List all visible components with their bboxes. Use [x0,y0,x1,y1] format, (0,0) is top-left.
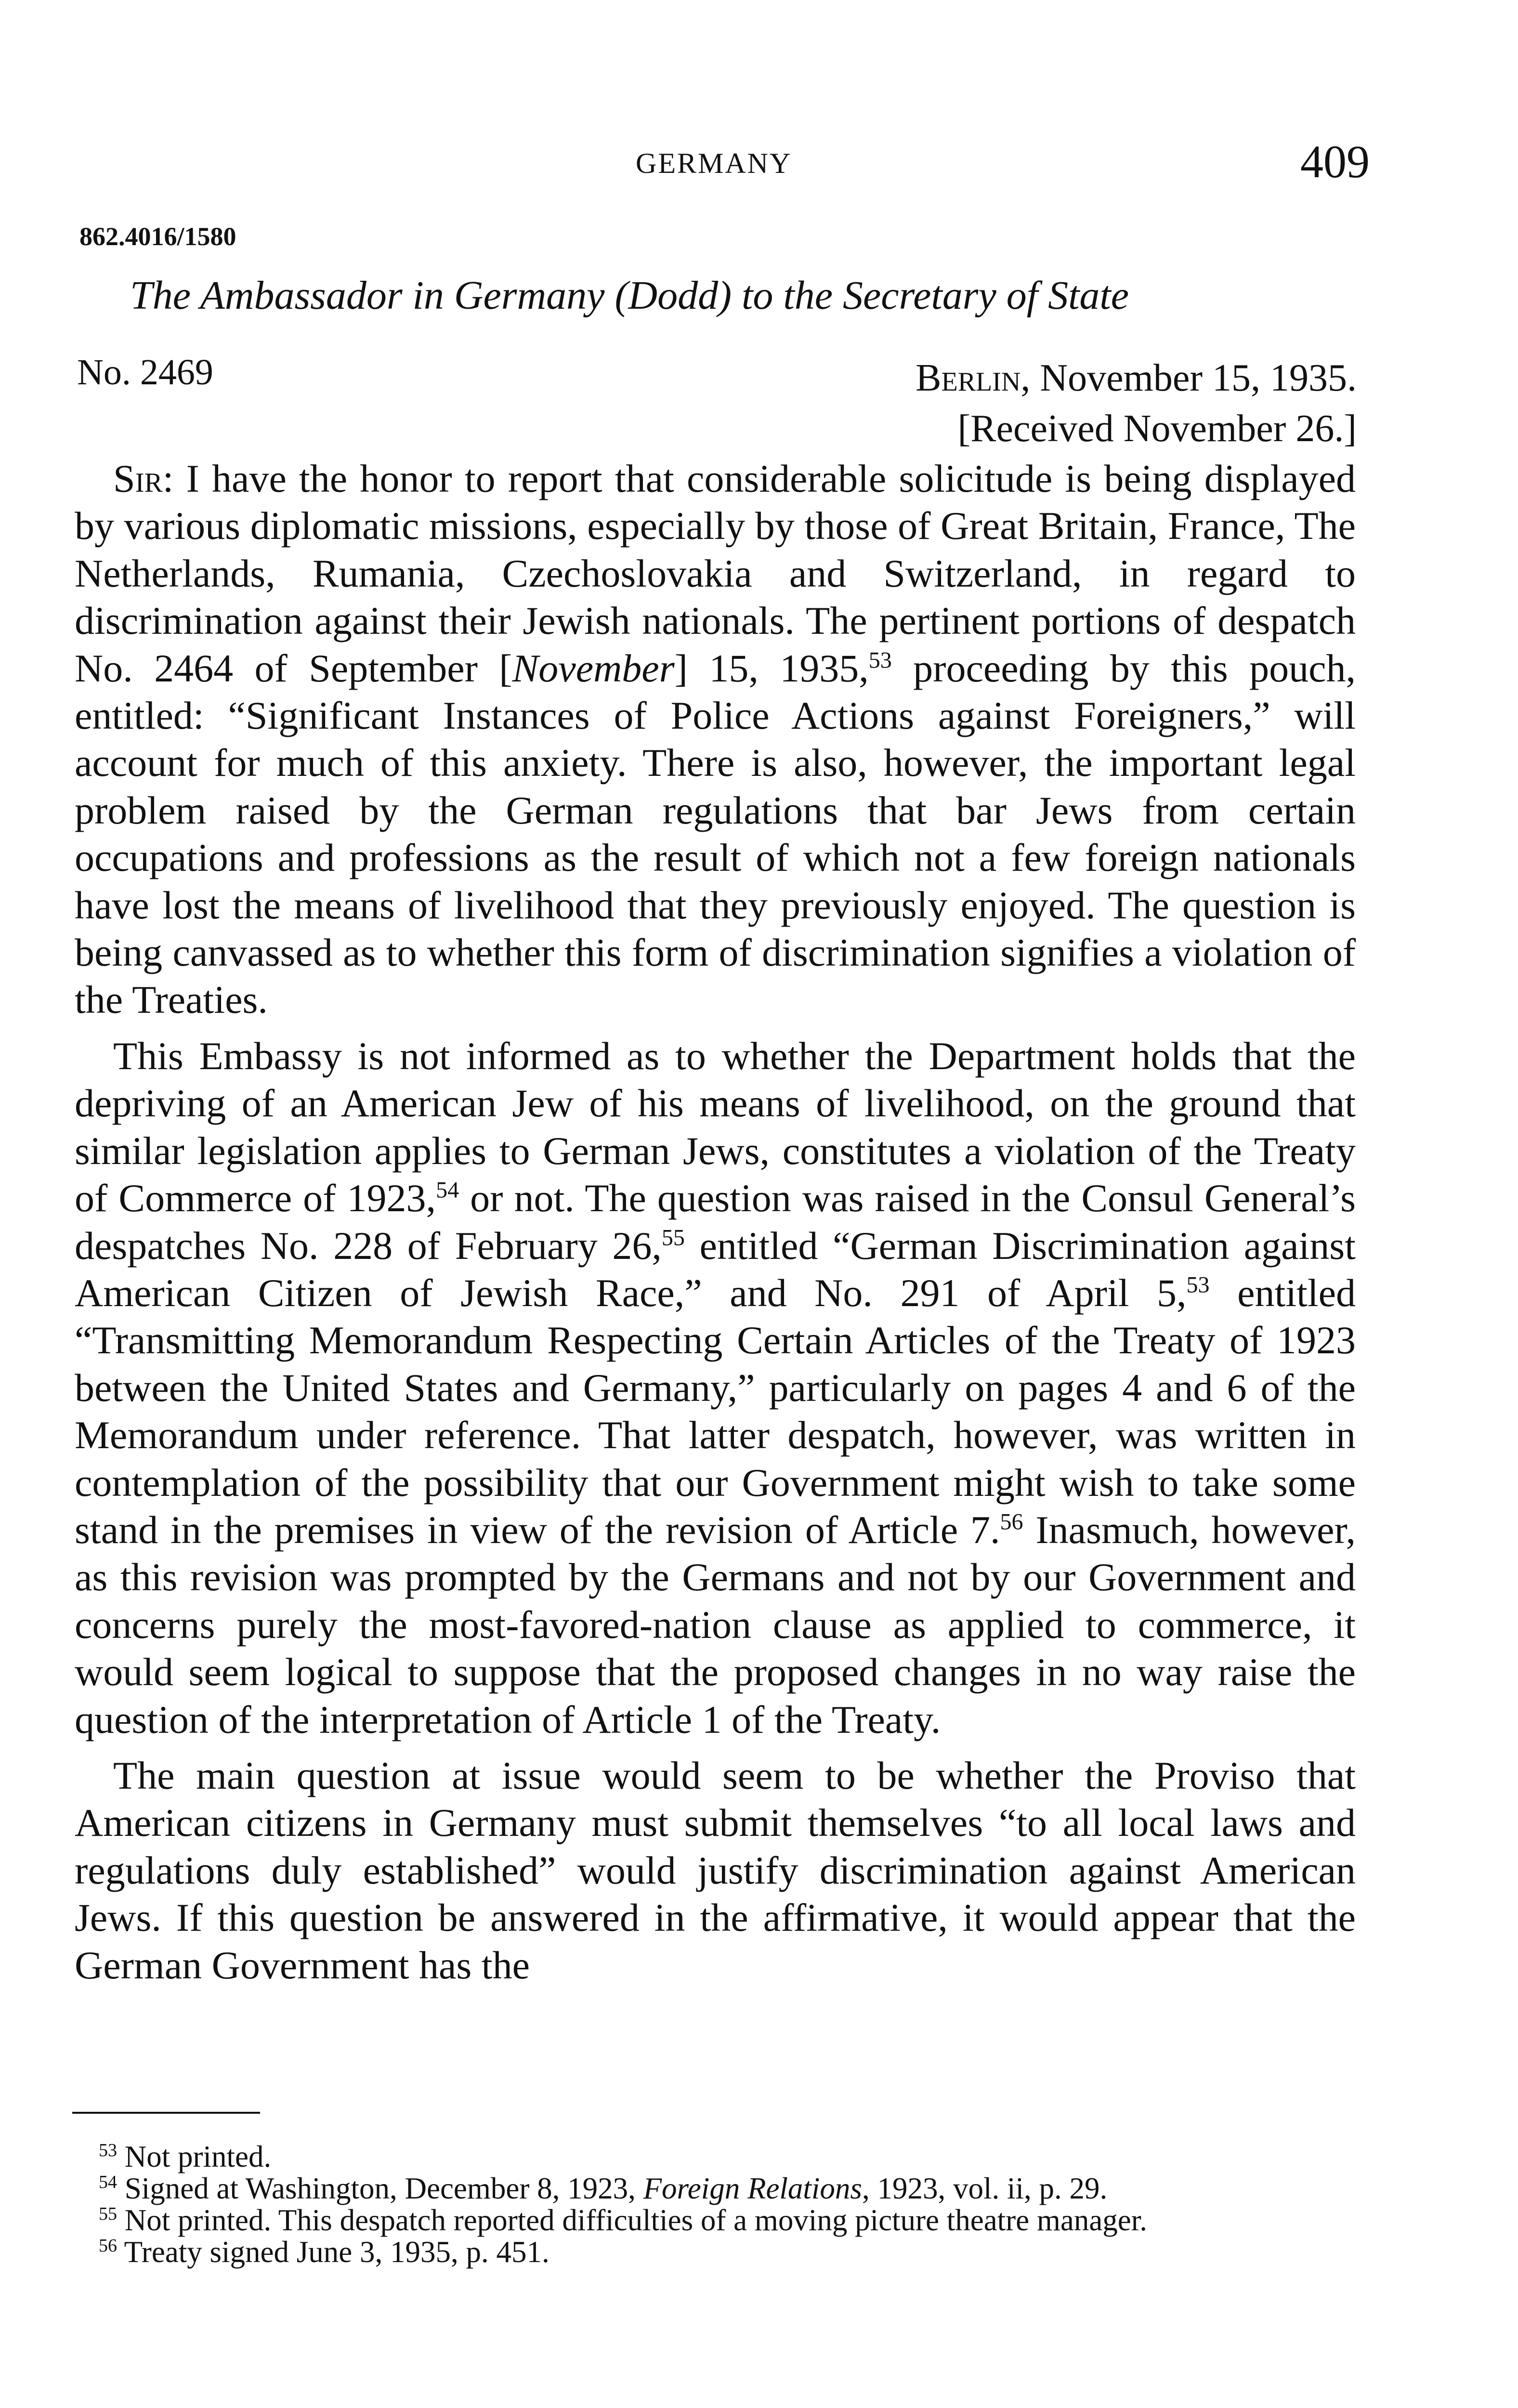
footnote-text: , 1923, vol. ii, p. 29. [862,2172,1108,2205]
paragraph-2 [75,1033,1356,1743]
letter-body [75,455,1356,1989]
file-number: 862.4016/1580 [79,222,236,251]
page-number: 409 [1300,136,1370,187]
paragraph-text: entitled “Transmitting Memorandum Respecting Certain Articles of the Treaty of 1923 between the United States and Germany,” particularly on pages 4 and 6 of the Memorandum under reference. That latter despatch, however, was written in contemplation of the possibility that our Government might wish to take some stand in the premises in view of the revision of Article 7. [75,1270,1356,1552]
footnote-text: Signed at Washington, December 8, 1923, [117,2172,643,2205]
footnote-ref: 54 [436,1177,459,1203]
paragraph-text: Inasmuch, however, as this revision was prompted by the Germans and not by our Government and concerns purely the most-favored-nation clause as applied to commerce, it would seem logical to suppose that the proposed changes in no way raise the question of the interpretation of Article 1 of the Treaty. [75,1507,1356,1741]
footnote-ref: 53 [868,647,892,673]
running-head: GERMANY [636,147,792,179]
date: , November 15, 1935. [1021,357,1357,399]
footnote-divider [72,2112,260,2114]
paragraph-text: : I have the honor to report that considerable solicitude is being displayed by various diplomatic missions, especially by those of Great Britain, France, The Netherlands, Rumania, Czechoslovakia and Switzerland, in regard to discrimination against their Jewish nationals. The pertinent portions of despatch No. 2464 of September [ [75,457,1356,690]
footnote-56 [70,2236,1361,2268]
italic-text: November [512,646,675,690]
salutation: Sir [113,457,163,500]
footnote-text: Not printed. [117,2140,272,2173]
footnote-54 [70,2172,1361,2204]
paragraph-text: This Embassy is not informed as to whether the Department holds that the depriving of an American Jew of his means of livelihood, on the ground that similar legislation applies to German Jews, constitutes a violation of the Treaty of Commerce of 1923, [75,1034,1356,1220]
footnote-55 [70,2204,1361,2236]
footnote-text: Not printed. This despatch reported difficulties of a moving picture theatre manager. [117,2203,1148,2237]
footnote-ref: 55 [661,1225,685,1251]
footnote-mark: 55 [99,2204,117,2224]
received-date: [Received November 26.] [957,407,1357,450]
document-heading: The Ambassador in Germany (Dodd) to the Secretary of State [130,273,1129,318]
footnote-ref: 53 [1186,1272,1210,1298]
paragraph-text: or not. The question was raised in the Consul General’s despatches No. 228 of February 26, [75,1176,1356,1268]
footnote-text: Treaty signed June 3, 1935, p. 451. [117,2235,550,2269]
despatch-number: No. 2469 [77,352,213,393]
footnote-mark: 56 [99,2236,117,2256]
paragraph-3 [75,1752,1356,1989]
place-and-date [916,356,1357,400]
footnote-mark: 53 [99,2140,117,2160]
paragraph-text: The main question at issue would seem to be whether the Proviso that American citizens in Germany must submit themselves “to all local laws and regulations duly established” would justify discrimination against American Jews. If this question be answered in the affirmative, it would appear that the German Government has the [75,1753,1356,1987]
footnote-mark: 54 [99,2172,117,2192]
paragraph-1 [75,455,1356,1024]
footnote-53 [70,2141,1361,2172]
italic-text: Foreign Relations [643,2172,862,2205]
footnotes [70,2141,1361,2268]
paragraph-text: ] 15, 1935, [674,646,869,690]
paragraph-text: proceeding by this pouch, entitled: “Significant Instances of Police Actions against Foreigners,” will account for much of this anxiety. There is also, however, the important legal problem raised by the German regulations that bar Jews from certain occupations and professions as the result of which not a few foreign nationals have lost the means of livelihood that they previously enjoyed. The question is being canvassed as to whether this form of discrimination signifies a violation of the Treaties. [75,646,1356,1022]
paragraph-text: entitled “German Discrimination against American Citizen of Jewish Race,” and No. 291 of April 5, [75,1223,1356,1315]
footnote-ref: 56 [1000,1509,1023,1535]
place: Berlin [916,357,1021,399]
